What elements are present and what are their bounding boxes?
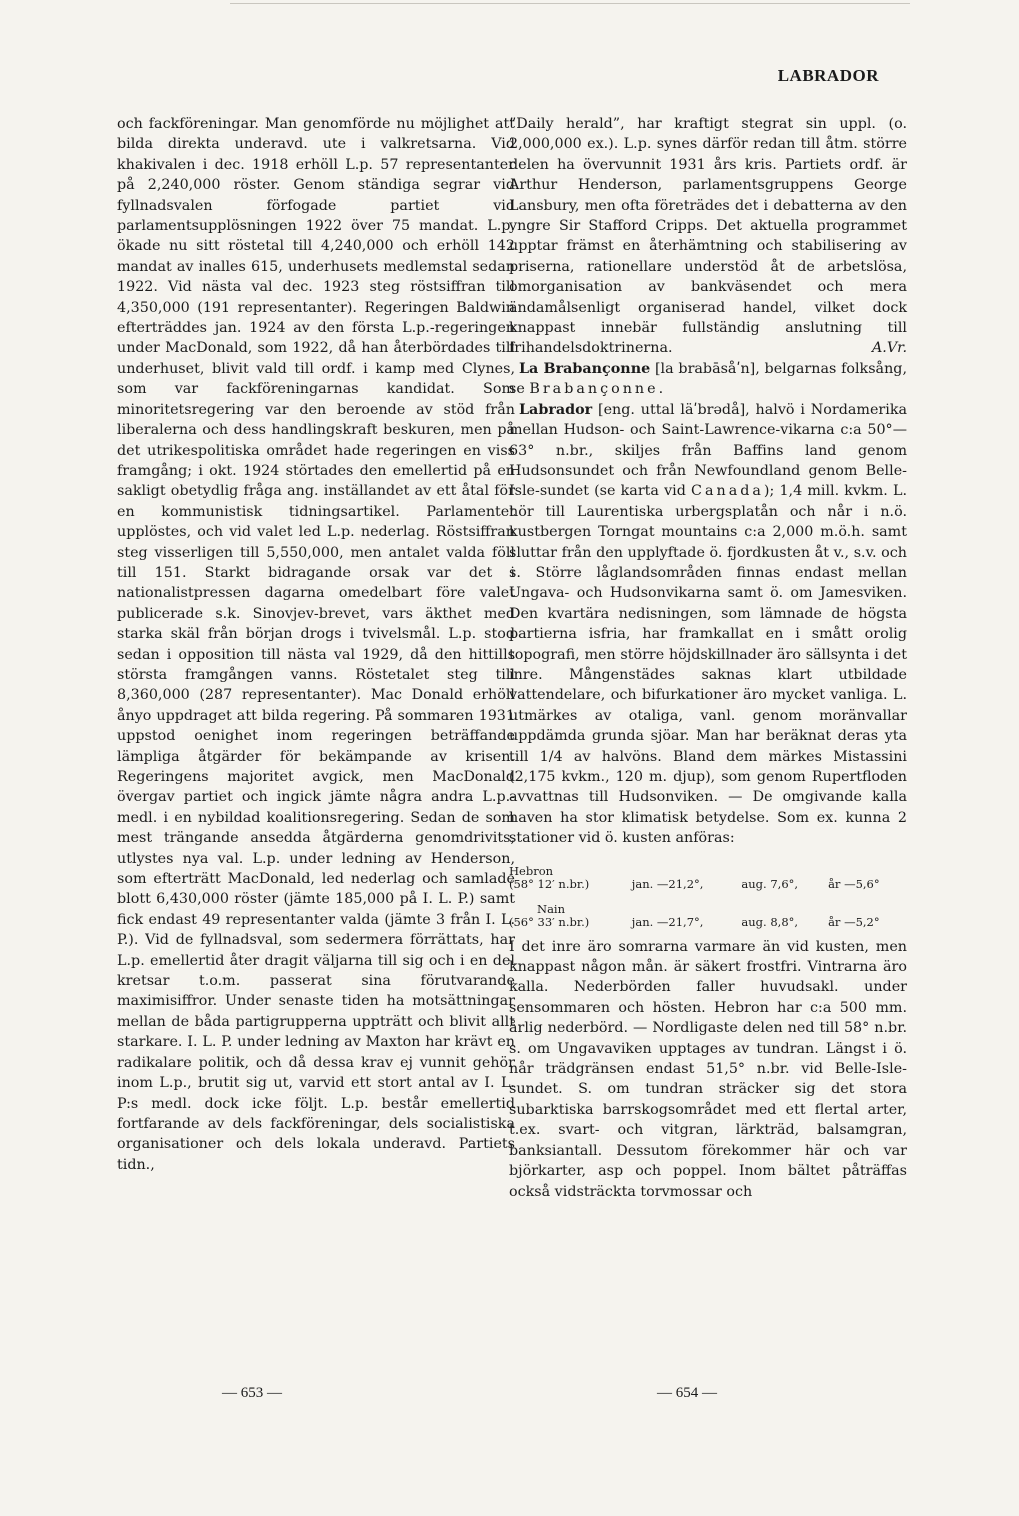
scan-edge-line [230,3,910,4]
labrador-text-b: ); 1,4 mill. kvkm. L. hör till Laurentiska urbergsplatån och når i n.ö. kustbergen Torngat mountains c:a 2,000 m.ö.h. samt sluttar från den upplyftade ö. fjordkusten åt v., s.v. och s. Större låglandsområden finnas endast mellan Ungava- och Hudsonvikarna samt ö. om Jamesviken. Den kvartära nedisningen, som lämnade de högsta partierna isfria, har framkallat en i smått orolig topografi, men större höjdskillnader äro sällsynta i det inre. Mångenstädes saknas klart utbildade vattendelare, och bifurkationer äro mycket vanliga. L. utmärkes av otaliga, vanl. genom moränvallar uppdämda grunda sjöar. Man har beräknat deras yta till 1/4 av halvöns. Bland dem märkes Mistassini (2,175 kvkm., 120 m. djup), som genom Rupertfloden avvattnas till Hudsonviken. — De omgivande kalla haven ha stor klimatisk betydelse. Som ex. kunna 2 stationer vid ö. kusten anföras: [509,483,907,847]
entry-labrador [509,400,907,849]
station-latitude: (58° 12′ n.br.) [509,876,590,891]
entry-la-brabanconne [509,359,907,400]
author-signature: A.Vr. [871,340,907,357]
right-column [509,114,907,1202]
left-column [117,114,515,1175]
cross-reference-brabanconne: Brabançonne. [529,381,667,398]
cross-reference-canada: Canada [691,483,764,500]
station-name: Hebron [509,863,554,878]
labrador-climate-text: I det inre äro somrarna varmare än vid kusten, men knappast någon mån. är säkert frostfri. Vintrarna äro kalla. Nederbörden faller huvudsakl. under sensommaren och hösten. Hebron har c:a 500 mm. årlig nederbörd. — Nordligaste delen ned till 58° n.br. s. om Ungavaviken upptages av tundran. Längst i ö. når trädgränsen endast 51,5° n.br. vid Belle-Isle-sundet. S. om tundran sträcker sig det stora subarktiska barrskogsområdet med ett flertal arter, t.ex. svart- och vitgran, lärkträd, balsamgran, banksiantall. Dessutom förekommer här och var björkarter, asp och poppel. Inom bältet påträffas också vidsträckta torvmossar och [509,938,907,1200]
page-number-right: — 654 — [657,1385,717,1401]
headword-la-brabanconne: La Brabançonne [519,360,651,377]
labour-party-text: ”Daily herald”, har kraftigt stegrat sin uppl. (o. 2,000,000 ex.). L.p. synes därför redan till åtm. större delen ha övervunnit 1931 års kris. Partiets ordf. är Arthur Henderson, parlamentsgruppens George Lansbury, men ofta företrädes det i debatterna av den yngre Sir Stafford Cripps. Det aktuella programmet upptar främst en återhämtning och stabilisering av priserna, rationellare understöd åt de arbetslösa, omorganisation av bankväsendet och mera ändamålsenligt organiserad handel, vilket dock knappast innebär fullständig anslutning till frihandelsdoktrinerna. [509,116,907,357]
station-name: Nain [537,901,566,916]
headword-labrador: Labrador [519,401,593,418]
station-latitude: (56° 33′ n.br.) [509,914,590,929]
station-year-temp: år —5,6° [828,876,880,891]
station-jan-temp: jan. —21,7°, [631,914,704,929]
page-number-left: — 653 — [222,1385,282,1401]
left-column-text: och fackföreningar. Man genomförde nu möjlighet att bilda direkta underavd. ute i valkretsarna. Vid khakivalen i dec. 1918 erhöll L.p. 57 representanter på 2,240,000 röster. Genom ständiga segrar vid fyllnadsvalen förfogade partiet vid parlamentsupplösningen 1922 över 75 mandat. L.p. ökade nu sitt röstetal till 4,240,000 och erhöll 142 mandat av inalles 615, underhusets medlemstal sedan 1922. Vid nästa val dec. 1923 steg röstsiffran till 4,350,000 (191 representanter). Regeringen Baldwin efterträddes jan. 1924 av den första L.p.-regeringen under MacDonald, som 1922, då han återbördades till underhuset, blivit vald till ordf. i kamp med Clynes, som var fackföreningarnas kandidat. Som minoritetsregering var den beroende av stöd från liberalerna och dess handlingskraft beskuren, men på det utrikespolitiska området hade regeringen en viss framgång; i okt. 1924 störtades den emellertid på en sakligt obetydlig fråga ang. inställandet av ett åtal för en kommunistisk tidningsartikel. Parlamentet upplöstes, och vid valet led L.p. nederlag. Röstsiffran steg visserligen till 5,550,000, men antalet valda föll till 151. Starkt bidragande orsak var det i nationalistpressen dagarna omedelbart före valet publicerade s.k. Sinovjev-brevet, vars äkthet med starka skäl från början drogs i tvivelsmål. L.p. stod sedan i opposition till nästa val 1929, då den hittills största framgången vanns. Röstetalet steg till 8,360,000 (287 representanter). Mac Donald erhöll ånyo uppdraget att bilda regering. På sommaren 1931 uppstod oenighet inom regeringen beträffande lämpliga åtgärder för bekämpande av krisen. Regeringens majoritet avgick, men MacDonald övergav partiet och ingick jämte några andra L.p.-medl. i en nybildad koalitionsregering. Sedan de som mest trängande ansedda åtgärderna genomdrivits, utlystes nya val. L.p. under ledning av Henderson, som efterträtt MacDonald, led nederlag och samlade blott 6,430,000 röster (jämte 185,000 på I. L. P.) samt fick endast 49 representanter valda (jämte 3 från I. L. P.). Vid de fyllnadsval, som sedermera förrättats, har L.p. emellertid åter dragit väljarna till sig och i en del kretsar t.o.m. passerat sina förutvarande maximisiffror. Under senaste tiden ha motsättningar mellan de båda partigrupperna uppträtt och blivit allt starkare. I. L. P. under ledning av Maxton har krävt en radikalare politik, och då dessa krav ej vunnit gehör inom L.p., brutit sig ut, varvid ett stort antal av I. L. P:s medl. dock icke följt. L.p. består emellertid fortfarande av dels fackföreningar, dels socialistiska organisationer och dels lokala underavd. Partiets tidn., [117,116,515,1173]
labour-party-continuation [509,114,907,359]
la-brabanconne-text: [la brabāsåʹn], belgarnas folksång, se [509,360,907,398]
station-jan-temp: jan. —21,2°, [631,876,704,891]
running-head: LABRADOR [777,66,879,85]
station-year-temp: år —5,2° [828,914,880,929]
station-aug-temp: aug. 7,6°, [741,876,799,891]
station-aug-temp: aug. 8,8°, [741,914,799,929]
labrador-text-a: [eng. uttal läʹbrədå], halvö i Nordamerika mellan Hudson- och Saint-Lawrence-vikarna c:a 50°—63° n.br., skiljes från Baffins land genom Hudsonsundet och från Newfoundland genom Belle-Isle-sundet (se karta vid [509,401,907,500]
climate-stations-table [509,865,907,929]
